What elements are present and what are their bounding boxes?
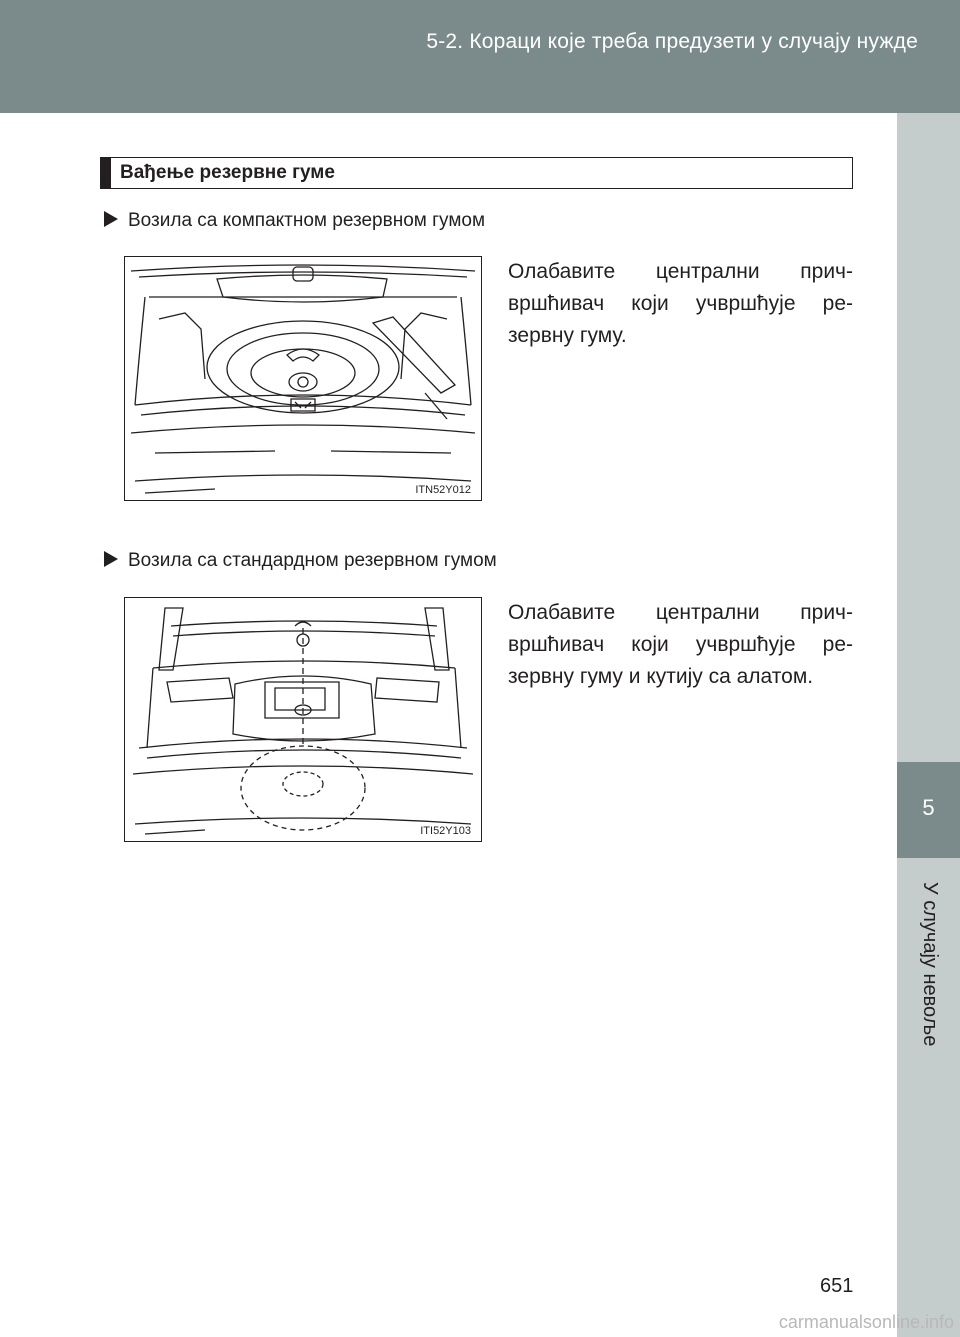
header-bar [0,0,960,113]
watermark: carmanualsonline.info [778,1312,954,1332]
item-description: Олабавите централни прич-вршћивач који учвршћује ре-зервну гуму и кутију са алатом. [508,601,853,688]
page-number: 651 [820,1275,854,1297]
section-title: Вађење резервне гуме [120,162,335,183]
chapter-side-tab [897,113,960,1337]
item-heading-standard-spare [104,550,497,572]
item-heading-compact-spare [104,210,485,232]
item-heading-text: Возила са стандардном резервном гумом [128,550,497,571]
figure-standard-spare-trunk [124,597,482,842]
bullet-arrow-icon [104,551,118,567]
chapter-number: 5 [922,795,935,820]
section-marker [100,157,111,189]
trunk-standard-spare-illustration [125,598,481,841]
header-title: 5-2. Кораци које треба предузети у случају нужде [426,30,918,53]
item-heading-text: Возила са компактном резервном гумом [128,210,486,231]
figure-code: ITN52Y012 [415,484,471,496]
figure-compact-spare-trunk [124,256,482,501]
trunk-compact-spare-illustration [125,257,481,500]
figure-code: ITI52Y103 [420,825,471,837]
item-description: Олабавите централни прич-вршћивач који учвршћује ре-зервну гуму. [508,260,853,347]
bullet-arrow-icon [104,211,118,227]
chapter-label: У случају невоље [919,882,941,1047]
